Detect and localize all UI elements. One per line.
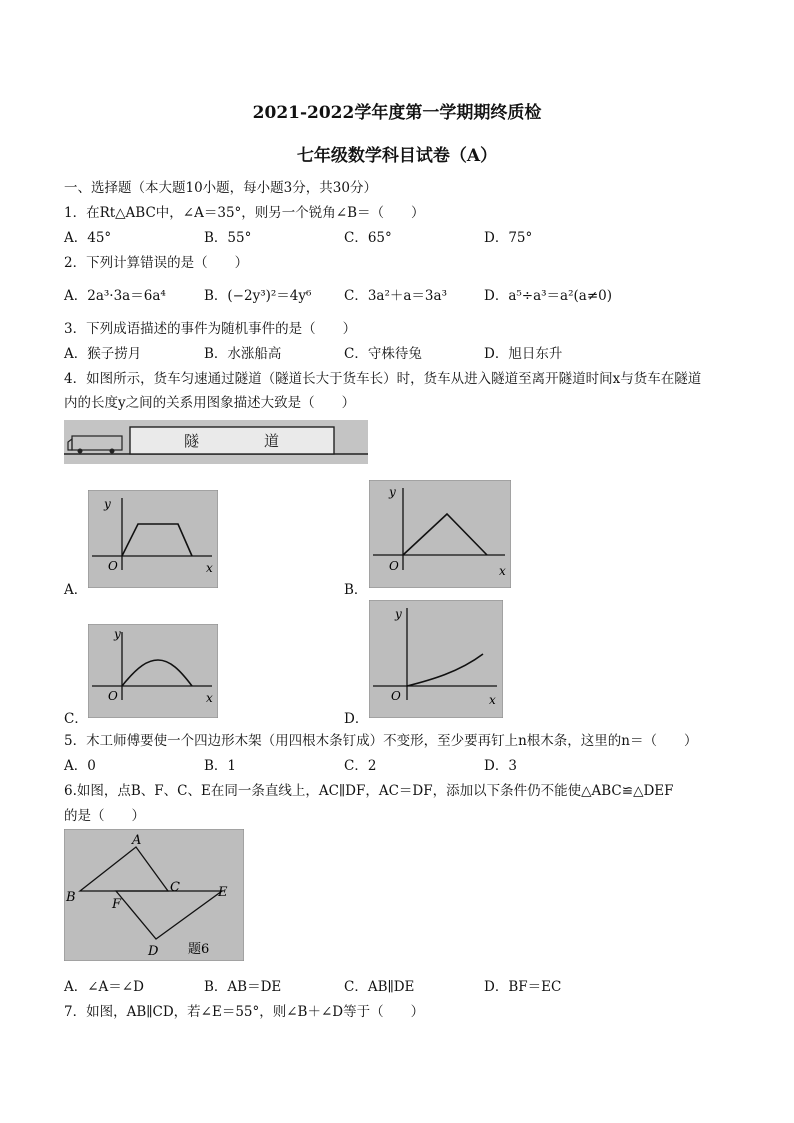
graph-d-origin: O xyxy=(391,689,401,703)
q4-option-b: B． xyxy=(344,582,368,598)
question-7-stem: 7．如图，AB∥CD，若∠E＝55°，则∠B＋∠D等于（ ） xyxy=(64,1004,425,1020)
q2-option-d: D．a⁵÷a³＝a²(a≠0) xyxy=(484,288,612,304)
q3-option-b: B．水涨船高 xyxy=(204,346,282,362)
q5-option-b: B．1 xyxy=(204,758,237,774)
graph-a-y-label: y xyxy=(104,497,111,511)
q6-option-b: B．AB＝DE xyxy=(204,979,282,995)
section-heading: 一、选择题（本大题10小题，每小题3分，共30分） xyxy=(64,180,377,196)
label-f: F xyxy=(112,897,122,912)
graph-b-origin: O xyxy=(389,559,399,573)
tunnel-figure xyxy=(64,420,368,464)
label-a: A xyxy=(132,833,142,848)
graph-c-y-label: y xyxy=(114,627,121,641)
graph-d-y-label: y xyxy=(395,607,402,621)
q6-option-a: A．∠A＝∠D xyxy=(64,979,144,995)
tunnel-label-2: 道 xyxy=(264,432,280,450)
graph-d xyxy=(369,600,503,718)
graph-a xyxy=(88,490,218,588)
graph-c-x-label: x xyxy=(206,691,213,705)
question-6-stem-line1: 6.如图，点B、F、C、E在同一条直线上，AC∥DF，AC＝DF，添加以下条件仍不能使△ABC≌△DEF xyxy=(64,783,674,799)
tunnel-label-1: 隧 xyxy=(184,432,200,450)
question-1-stem: 1．在Rt△ABC中，∠A＝35°，则另一个锐角∠B＝（ ） xyxy=(64,205,425,221)
q1-option-c: C．65° xyxy=(344,230,392,246)
graph-b-y-label: y xyxy=(389,485,396,499)
question-5-stem: 5．木工师傅要使一个四边形木架（用四根木条钉成）不变形，至少要再钉上n根木条，这里的n＝（ ） xyxy=(64,733,698,749)
q3-option-c: C．守株待兔 xyxy=(344,346,422,362)
graph-d-x-label: x xyxy=(489,693,496,707)
q6-option-c: C．AB∥DE xyxy=(344,979,415,995)
graph-b xyxy=(369,480,511,588)
graph-c xyxy=(88,624,218,718)
label-b: B xyxy=(66,890,76,905)
q1-option-b: B．55° xyxy=(204,230,252,246)
q2-option-b: B．(−2y³)²＝4y⁶ xyxy=(204,288,312,304)
graph-a-origin: O xyxy=(108,559,118,573)
exam-subtitle: 七年级数学科目试卷（A） xyxy=(296,146,498,166)
q4-option-d: D． xyxy=(344,711,369,727)
label-d: D xyxy=(148,944,159,959)
q1-option-d: D．75° xyxy=(484,230,533,246)
tunnel-box xyxy=(130,427,334,454)
q2-option-c: C．3a²＋a＝3a³ xyxy=(344,288,447,304)
question-4-stem-line2: 内的长度y之间的关系用图象描述大致是（ ） xyxy=(64,395,356,411)
q4-option-a: A． xyxy=(64,582,88,598)
exam-title: 2021-2022学年度第一学期期终质检 xyxy=(252,103,542,123)
q4-option-c: C． xyxy=(64,711,88,727)
q6-option-d: D．BF＝EC xyxy=(484,979,562,995)
triangle-figure xyxy=(64,829,244,961)
q5-option-a: A．0 xyxy=(64,758,96,774)
label-e: E xyxy=(218,885,228,900)
figure-caption: 题6 xyxy=(188,942,210,957)
question-3-stem: 3．下列成语描述的事件为随机事件的是（ ） xyxy=(64,321,357,337)
question-6-stem-line2: 的是（ ） xyxy=(64,808,145,824)
q2-option-a: A．2a³·3a＝6a⁴ xyxy=(64,288,166,304)
q3-option-d: D．旭日东升 xyxy=(484,346,563,362)
q5-option-d: D．3 xyxy=(484,758,517,774)
label-c: C xyxy=(170,880,180,895)
graph-c-origin: O xyxy=(108,689,118,703)
q3-option-a: A．猴子捞月 xyxy=(64,346,142,362)
graph-b-x-label: x xyxy=(499,564,506,578)
q1-option-a: A．45° xyxy=(64,230,112,246)
question-2-stem: 2．下列计算错误的是（ ） xyxy=(64,255,249,271)
graph-a-x-label: x xyxy=(206,561,213,575)
q5-option-c: C．2 xyxy=(344,758,377,774)
question-4-stem-line1: 4．如图所示，货车匀速通过隧道（隧道长大于货车长）时，货车从进入隧道至离开隧道时间x与货车在隧道 xyxy=(64,371,702,387)
